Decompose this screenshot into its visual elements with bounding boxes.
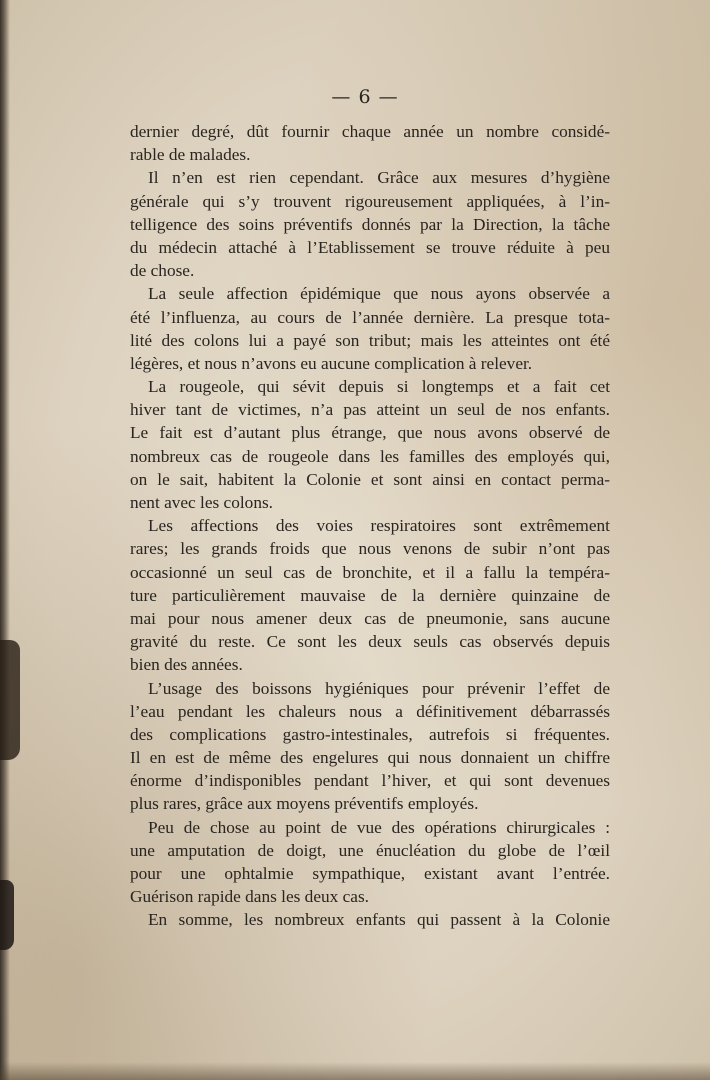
text-line: on le sait, habitent la Colonie et sont ainsi en contact perma- [130,469,610,489]
text-line: La seule affection épidémique que nous ayons observée a [148,284,610,304]
text-line: des complications gastro-intestinales, autrefois si fréquentes. [130,724,610,744]
text-line: lité des colons lui a payé son tribut; mais les atteintes ont été [130,330,610,350]
text-line: énorme d’indisponibles pendant l’hiver, et qui sont devenues [130,771,610,791]
page-damage-stain [0,640,20,760]
text-line: En somme, les nombreux enfants qui passent à la Colonie [148,910,610,930]
body-text [130,120,610,932]
text-line: nombreux cas de rougeole dans les familles des employés qui, [130,446,610,466]
text-line: telligence des soins préventifs donnés par la Direction, la tâche [130,214,610,234]
page-number-header: — 6 — [331,86,399,108]
text-line: occasionné un seul cas de bronchite, et il a fallu la tempéra- [130,562,610,582]
text-line: rares; les grands froids que nous venons de subir n’ont pas [130,539,610,559]
text-line: L’usage des boissons hygiéniques pour prévenir l’effet de [148,678,610,698]
text-line: une amputation de doigt, une énucléation du globe de l’œil [130,840,610,860]
text-line: gravité du reste. Ce sont les deux seuls cas observés depuis [130,632,610,652]
text-line: dernier degré, dût fournir chaque année un nombre considé- [130,122,610,141]
text-line: Il n’en est rien cependant. Grâce aux mesures d’hygiène [148,168,610,188]
page-bottom-shadow [0,1062,710,1080]
text-line: nent avec les colons. [130,493,274,512]
text-line: mai pour nous amener deux cas de pneumonie, sans aucune [130,608,610,628]
text-line: bien des années. [130,655,243,675]
text-line: hiver tant de victimes, n’a pas atteint un seul de nos enfants. [130,400,610,420]
text-line: Guérison rapide dans les deux cas. [130,887,369,907]
text-line: rable de malades. [130,145,251,165]
page-damage-stain [0,880,14,950]
text-line: du médecin attaché à l’Etablissement se trouve réduite à peu [130,237,610,257]
text-line: Les affections des voies respiratoires sont extrêmement [148,516,610,536]
text-line: plus rares, grâce aux moyens préventifs employés. [130,794,479,814]
text-line: Peu de chose au point de vue des opérations chirurgicales : [148,817,610,837]
text-line: Il en est de même des engelures qui nous donnaient un chiffre [130,748,610,768]
text-line: Le fait est d’autant plus étrange, que nous avons observé de [130,423,610,443]
text-line: de chose. [130,261,195,281]
text-line: La rougeole, qui sévit depuis si longtemps et a fait cet [148,377,610,397]
text-line: générale qui s’y trouvent rigoureusement appliquées, à l’in- [130,191,610,211]
text-line: ture particulièrement mauvaise de la dernière quinzaine de [130,585,610,605]
text-line: l’eau pendant les chaleurs nous a définitivement débarrassés [130,701,610,721]
text-line: légères, et nous n’avons eu aucune complication à relever. [130,353,533,373]
text-line: été l’influenza, au cours de l’année dernière. La presque tota- [130,307,610,327]
text-line: pour une ophtalmie sympathique, existant avant l’entrée. [130,864,610,883]
